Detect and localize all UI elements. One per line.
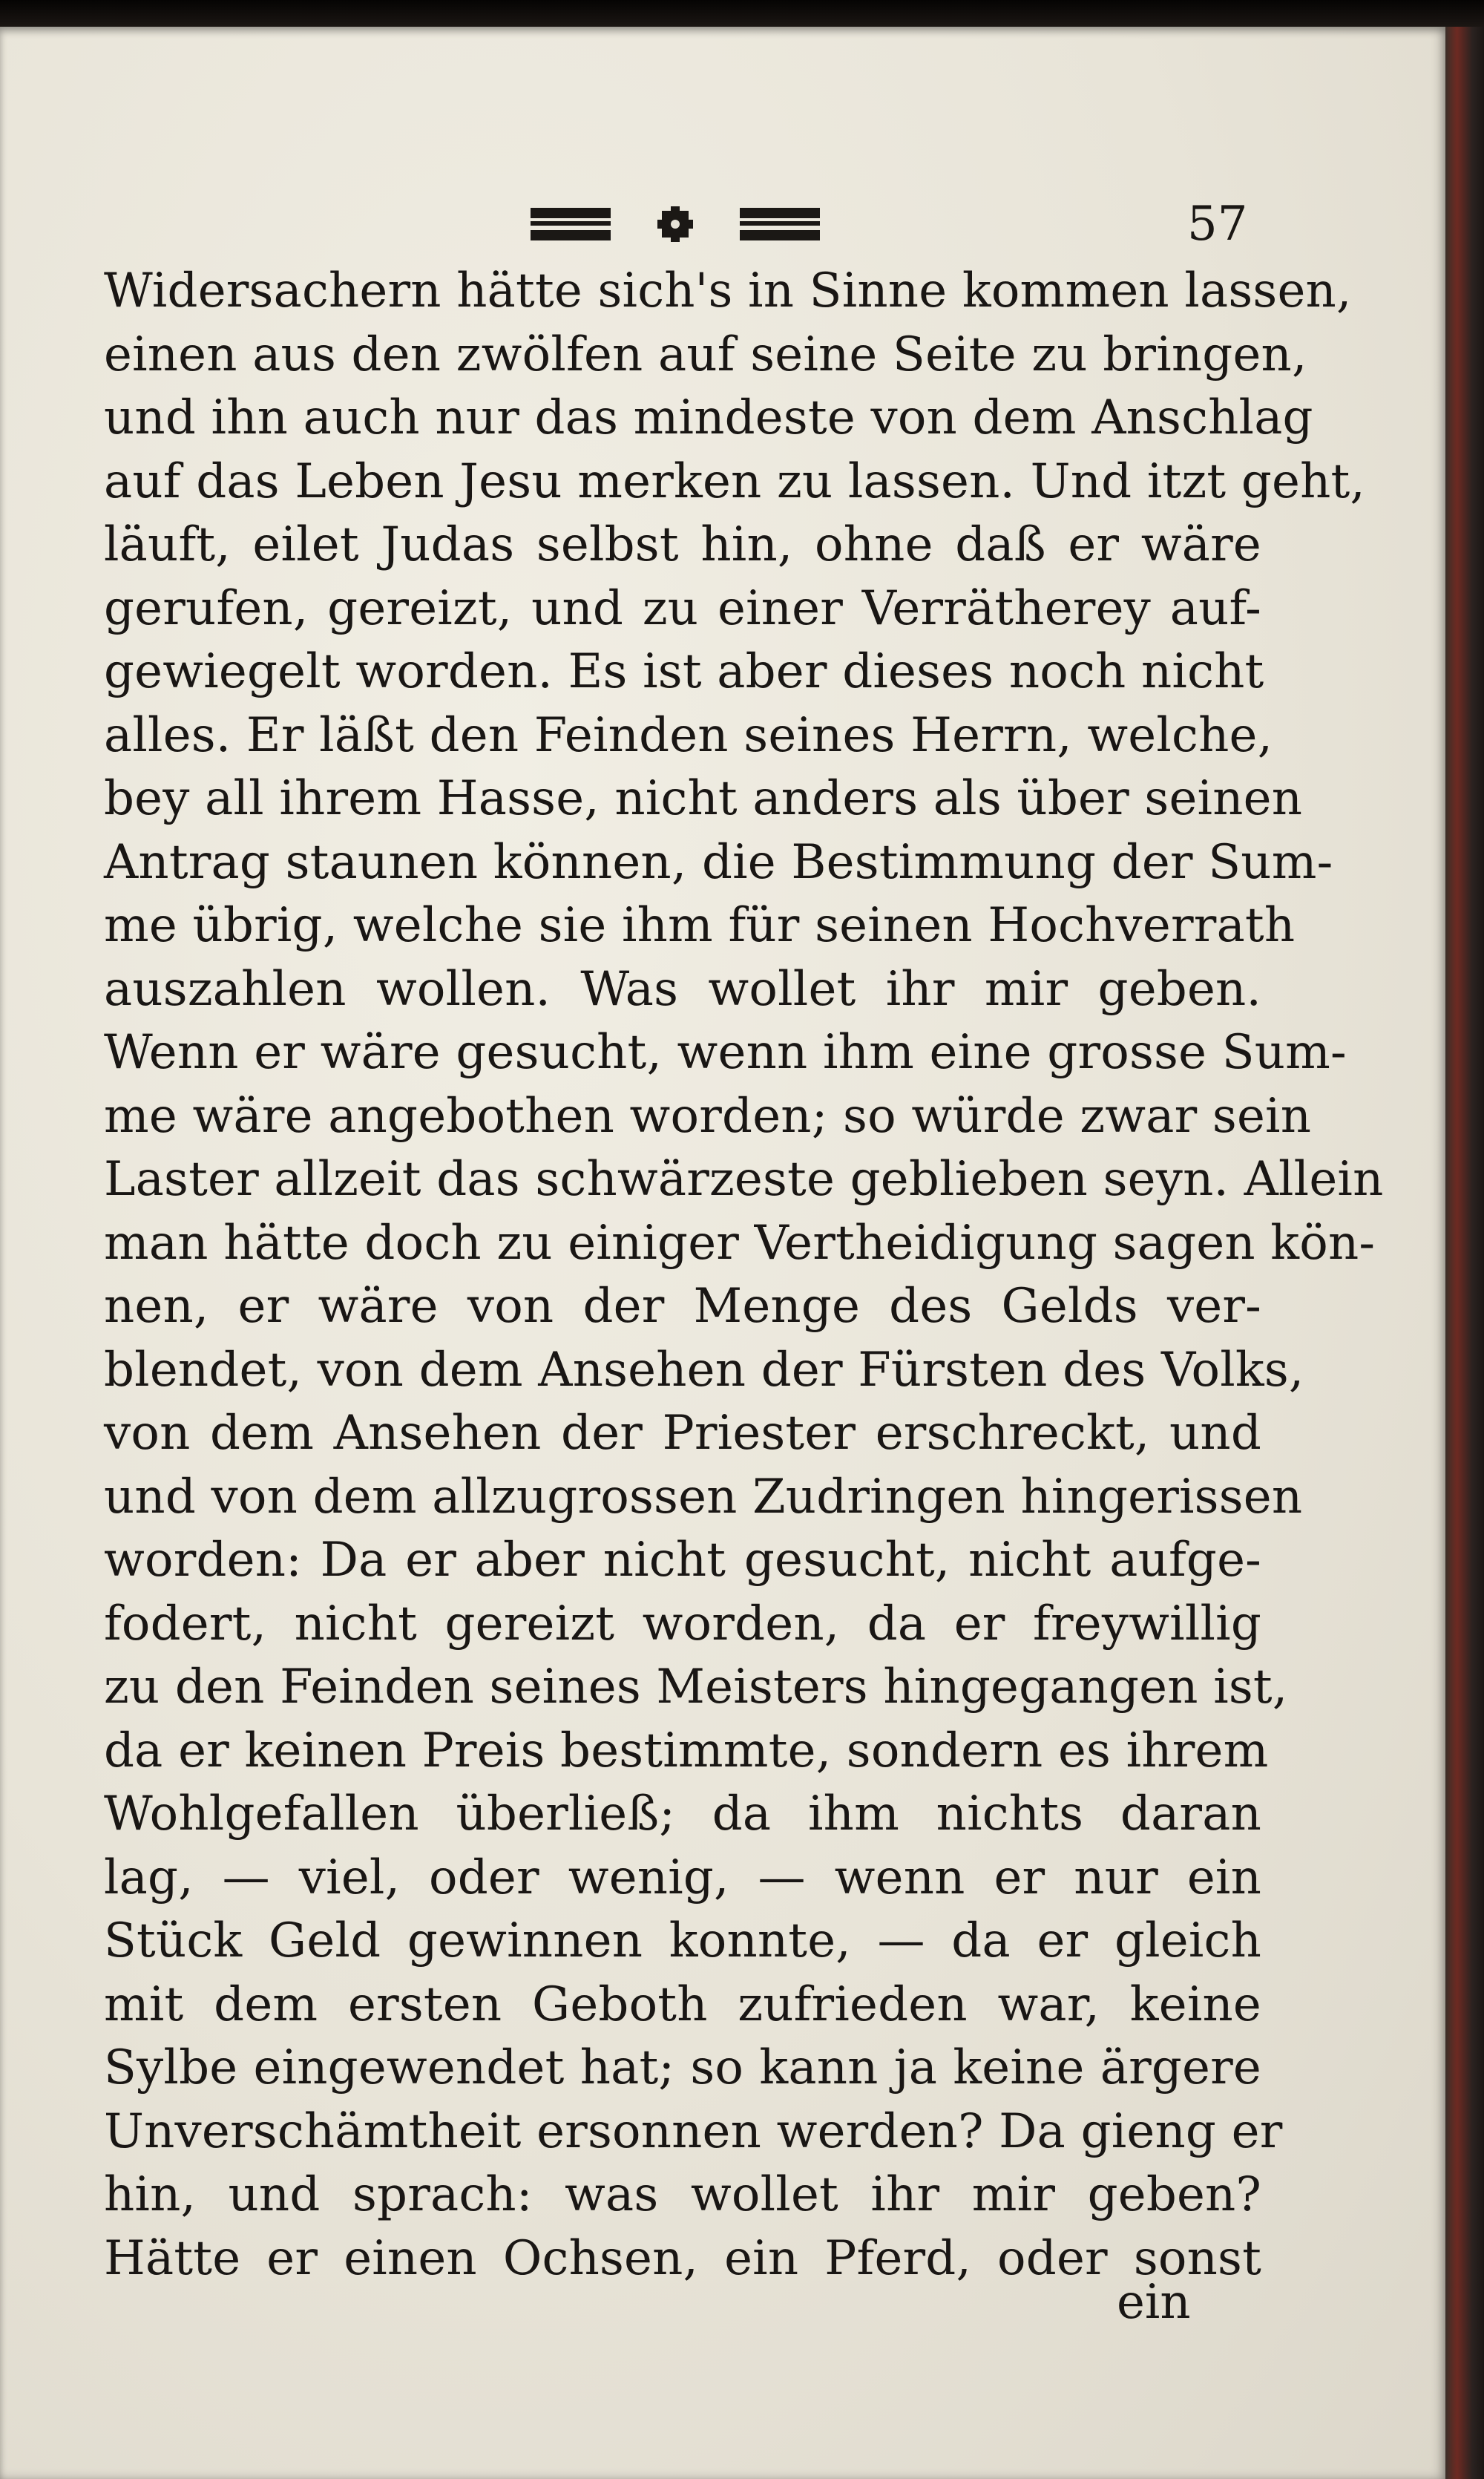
text-line: von dem Ansehen der Priester erschreckt, und xyxy=(104,1406,1261,1461)
text-line: bey all ihrem Hasse, nicht anders als über seinen xyxy=(104,771,1303,826)
text-line: läuft, eilet Judas selbst hin, ohne daß er wäre xyxy=(104,517,1261,572)
text-line: lag, — viel, oder wenig, — wenn er nur ein xyxy=(104,1850,1261,1905)
body-text xyxy=(104,260,1384,2290)
text-line: me wäre angebothen worden; so würde zwar sein xyxy=(104,1088,1312,1144)
text-line: blendet, von dem Ansehen der Fürsten des Volks, xyxy=(104,1342,1304,1398)
text-line: Widersachern hätte sich's in Sinne kommen lassen, xyxy=(104,263,1352,318)
book-right-edge xyxy=(1445,27,1484,2479)
text-line: alles. Er läßt den Feinden seines Herrn, welche, xyxy=(104,707,1273,763)
text-line: auf das Leben Jesu merken zu lassen. Und itzt geht, xyxy=(104,453,1365,509)
text-line: Unverschämtheit ersonnen werden? Da gieng er xyxy=(104,2103,1283,2159)
text-line: da er keinen Preis bestimmte, sondern es ihrem xyxy=(104,1723,1269,1778)
text-line: einen aus den zwölfen auf seine Seite zu bringen, xyxy=(104,327,1307,382)
header-ornament-icon xyxy=(531,203,820,245)
text-line: Sylbe eingewendet hat; so kann ja keine ärgere xyxy=(104,2040,1261,2095)
text-line: mit dem ersten Geboth zufrieden war, keine xyxy=(104,1977,1261,2032)
text-line: und von dem allzugrossen Zudringen hingerissen xyxy=(104,1469,1303,1525)
text-line: Wohlgefallen überließ; da ihm nichts daran xyxy=(104,1787,1261,1841)
text-line: me übrig, welche sie ihm für seinen Hochverrath xyxy=(104,898,1296,953)
text-line: nen, er wäre von der Menge des Gelds ver- xyxy=(104,1279,1261,1334)
text-line: auszahlen wollen. Was wollet ihr mir geben. xyxy=(104,961,1261,1017)
text-line: man hätte doch zu einiger Vertheidigung sagen kön- xyxy=(104,1215,1376,1271)
text-line: worden: Da er aber nicht gesucht, nicht aufge- xyxy=(104,1533,1261,1588)
text-line: gewiegelt worden. Es ist aber dieses noch nicht xyxy=(104,644,1264,699)
text-line: Wenn er wäre gesucht, wenn ihm eine grosse Sum- xyxy=(104,1025,1347,1080)
catchword: ein xyxy=(1117,2275,1191,2330)
page-number: 57 xyxy=(1187,197,1248,252)
text-line: Antrag staunen können, die Bestimmung der Sum- xyxy=(104,834,1333,890)
text-line: Hätte er einen Ochsen, ein Pferd, oder sonst xyxy=(104,2230,1261,2286)
text-line: gerufen, gereizt, und zu einer Verrätherey auf- xyxy=(104,580,1261,636)
text-line: Laster allzeit das schwärzeste geblieben seyn. Allein xyxy=(104,1152,1384,1207)
text-line: hin, und sprach: was wollet ihr mir geben? xyxy=(104,2167,1261,2222)
page-header xyxy=(0,190,1445,257)
text-line: Stück Geld gewinnen konnte, — da er gleich xyxy=(104,1913,1261,1968)
book-top-edge xyxy=(0,0,1484,28)
text-line: zu den Feinden seines Meisters hingegangen ist, xyxy=(104,1660,1288,1715)
text-line: fodert, nicht gereizt worden, da er freywillig xyxy=(104,1596,1261,1651)
text-line: und ihn auch nur das mindeste von dem Anschlag xyxy=(104,390,1313,445)
